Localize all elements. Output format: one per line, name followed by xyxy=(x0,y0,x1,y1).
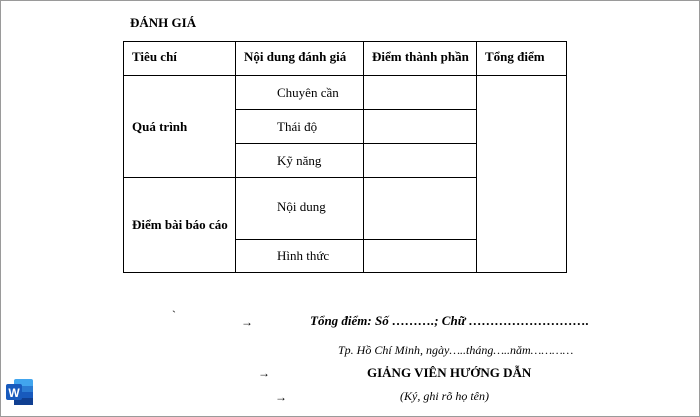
tab-arrow-mark: → xyxy=(241,315,253,329)
section-heading: ĐÁNH GIÁ xyxy=(130,15,197,30)
place-date-line: Tp. Hồ Chí Minh, ngày…..tháng…..năm………… xyxy=(338,343,574,357)
tab-arrow-mark: → xyxy=(258,366,270,380)
advisor-title: GIẢNG VIÊN HƯỚNG DẪN xyxy=(367,365,532,380)
header-total-score: Tổng điểm xyxy=(477,42,567,76)
score-cell[interactable] xyxy=(364,110,477,144)
total-score-cell[interactable] xyxy=(477,76,567,273)
score-cell[interactable] xyxy=(364,144,477,178)
score-cell[interactable] xyxy=(364,240,477,273)
header-content: Nội dung đánh giá xyxy=(236,42,364,76)
table-row xyxy=(124,76,567,110)
tab-arrow-mark: → xyxy=(275,390,287,404)
criterion-cell: Hình thức xyxy=(236,240,364,273)
signature-note: (Ký, ghi rõ họ tên) xyxy=(400,389,489,403)
criterion-cell: Kỹ năng xyxy=(236,144,364,178)
criterion-cell: Chuyên cần xyxy=(236,76,364,110)
backtick-mark: ` xyxy=(172,308,176,322)
total-score-line: Tổng điểm: Số ……….; Chữ ………………………. xyxy=(310,313,589,328)
evaluation-table xyxy=(123,41,567,273)
criterion-cell: Nội dung xyxy=(236,178,364,240)
header-criteria: Tiêu chí xyxy=(124,42,236,76)
score-cell[interactable] xyxy=(364,178,477,240)
svg-text:W: W xyxy=(8,386,20,400)
criterion-cell: Thái độ xyxy=(236,110,364,144)
group-label: Điểm bài báo cáo xyxy=(124,178,236,273)
header-component-score: Điểm thành phần xyxy=(364,42,477,76)
table-header-row xyxy=(124,42,567,76)
group-label: Quá trình xyxy=(124,76,236,178)
score-cell[interactable] xyxy=(364,76,477,110)
microsoft-word-icon xyxy=(5,377,35,407)
